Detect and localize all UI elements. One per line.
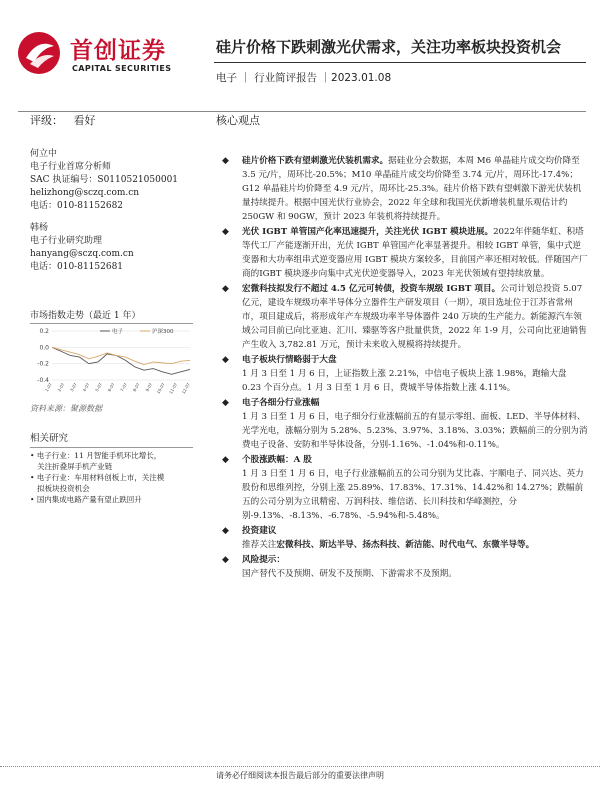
report-title: 硅片价格下跌刺激光伏需求，关注功率板块投资机会: [216, 38, 562, 56]
related-research-title: 相关研究: [30, 430, 193, 448]
key-point: ◆ 电子板块行情略弱于大盘 1 月 3 日至 1 月 6 日，上证指数上涨 2.21%，中信电子板块上涨 1.98%，跑输大盘 0.23 个百分点。1 月 3 日至 1 月 6 日，费城半导体指数上涨 4.11%。: [222, 355, 567, 393]
legend-label: 沪深300: [152, 329, 174, 335]
y-tick-label: -0.2: [37, 360, 49, 368]
legend-label: 电子: [112, 329, 124, 335]
x-tick-label: 4-07: [81, 382, 91, 393]
logo-text-en: CAPITAL SECURITIES: [72, 64, 172, 73]
related-research-list: [30, 450, 198, 505]
x-tick-label: 6-07: [106, 382, 116, 393]
x-tick-label: 12-07: [180, 382, 191, 395]
list-item: • 电子行业：11 月智能手机环比增长，: [30, 451, 162, 460]
y-tick-label: 0.2: [39, 328, 49, 335]
core-view-title: 核心观点: [216, 114, 260, 127]
report-header: [0, 0, 600, 100]
key-point: ◆ 宏微科技拟发行不超过 4.5 亿元可转债，投资车规级 IGBT 项目。公司计划总投资 5.07 亿元，建设车规级功率半导体分立器件生产研发项目（一期），项目选址位于江苏省常州市，项目建成后，将形成年产车规级功率半导体器件 240 万块的生产能力。新能源汽车领域公司目前已向比亚迪、汇川、臻驱等客户批量供货，2022 年 1-9 月，公司向比亚迪销售产生收入 3,782.81 万元，预计未来收入规模将持续提升。: [222, 284, 587, 350]
rating-value: 看好: [73, 114, 96, 127]
x-tick-label: 1-07: [43, 382, 53, 393]
key-point: ◆ 硅片价格下跌有望刺激光伏装机需求。据硅业分会数据，本周 M6 单晶硅片成交均价降至 3.5 元/片，周环比-20.5%；M10 单晶硅片成交均价降至 3.74 元/片，周环比-17.4%；G12 单晶硅片均价降至 4.9 元/片，周环比-25.3%。硅片价格下跌有望刺激下游光伏装机量持续提升。根据中国光伏行业协会，2022 年全球和我国光伏新增装机量乐观估计约250GW 和 90GW，预计 2023 年装机将持续提升。: [222, 156, 582, 222]
company-logo: [16, 30, 196, 80]
x-tick-label: 11-07: [168, 382, 179, 395]
core-view-body: [216, 154, 588, 582]
footer-divider: [0, 766, 600, 767]
analyst-info: [30, 148, 195, 274]
rating: [30, 112, 96, 128]
analyst-title: 电子行业研究助理: [30, 236, 103, 246]
list-item: • 电子行业：车用材料创板上市，关注模: [30, 473, 165, 482]
series-line: [52, 347, 190, 374]
x-tick-label: 7-07: [119, 382, 129, 393]
y-tick-label: 0.0: [39, 344, 49, 352]
logo-mark-icon: [16, 30, 62, 76]
analyst-phone: 电话：010-81152681: [30, 262, 124, 272]
x-tick-label: 8-07: [131, 382, 141, 393]
x-tick-label: 2-07: [56, 382, 66, 393]
legal-notice: 请务必仔细阅读本报告最后部分的重要法律声明: [216, 771, 384, 780]
list-item: • 国内集成电路产量有望止跌回升: [30, 495, 142, 504]
list-item: 关注折叠屏手机产业链: [37, 462, 113, 471]
analyst-title: 电子行业首席分析师: [30, 162, 112, 172]
header-divider: [214, 62, 586, 63]
market-index-chart: [30, 325, 195, 395]
list-item: 拟板块投资机会: [37, 484, 90, 493]
x-tick-label: 10-07: [155, 382, 166, 395]
x-tick-label: 5-07: [94, 382, 104, 393]
report-subtitle: 电子 ｜ 行业简评报告 ｜2023.01.08: [216, 72, 392, 84]
analyst-name: 韩杨: [30, 223, 49, 233]
chart-title: 市场指数走势（最近 1 年）: [30, 308, 193, 324]
key-point: ◆ 风险提示： 国产替代不及预期、研发不及预期、下游需求不及预期。: [222, 555, 457, 579]
chart-source: 资料来源：聚源数据: [30, 404, 102, 413]
analyst-email: helizhong@sczq.com.cn: [30, 188, 140, 198]
analyst-phone: 电话：010-81152682: [30, 201, 124, 211]
key-point: ◆ 电子各细分行业涨幅 1 月 3 日至 1 月 6 日，电子细分行业涨幅前五的有显示零组、面板、LED、半导体材料、光学光电，涨幅分别为 5.28%、5.23%、3.97%、3.18%、3.03%；跌幅前三的分别为消费电子设备、安防和半导体设备，分别-1.16%、-1.04%和-0.11%。: [222, 398, 588, 450]
key-point: ◆ 个股涨跌幅：A 股 1 月 3 日至 1 月 6 日，电子行业涨幅前五的公司分别为艾比森、宇顺电子、同兴达、英力股份和思维列控，分别上涨 25.89%、17.83%、17.31%、14.42%和 14.27%；跌幅前五的公司分别为立讯精密、万润科技、维信诺、长川科技和华峰测控，分别-9.13%、-8.13%、-6.78%、-5.94%和-5.48%。: [222, 455, 584, 521]
x-tick-label: 9-07: [144, 382, 154, 393]
analyst-email: hanyang@sczq.com.cn: [30, 249, 134, 259]
rating-label: 评级：: [30, 114, 63, 127]
analyst-sac: SAC 执证编号：S0110521050001: [30, 175, 179, 185]
section-divider: [18, 111, 586, 112]
key-point: ◆ 光伏 IGBT 单管国产化率迅速提升，关注光伏 IGBT 模块进展。2022年伴随华虹、积塔等代工厂产能逐渐开出，光伏 IGBT 单管国产化率显著提升。相较 IGBT 单管，集中式逆变器和大功率组串式逆变器应用 IGBT 模块方案较多，目前国产率还相对较低。伴随国产厂商的IGBT 模块逐步向集中式光伏逆变器导入，2023 年光伏领域有望持续放量。: [222, 227, 588, 279]
key-point: ◆ 投资建议 推荐关注宏微科技、斯达半导、扬杰科技、新洁能、时代电气、东微半导等。: [222, 526, 535, 550]
logo-text-cn: 首创证券: [70, 38, 166, 64]
analyst-name: 何立中: [30, 149, 58, 159]
x-tick-label: 3-07: [69, 382, 78, 393]
y-tick-label: -0.4: [37, 377, 49, 384]
